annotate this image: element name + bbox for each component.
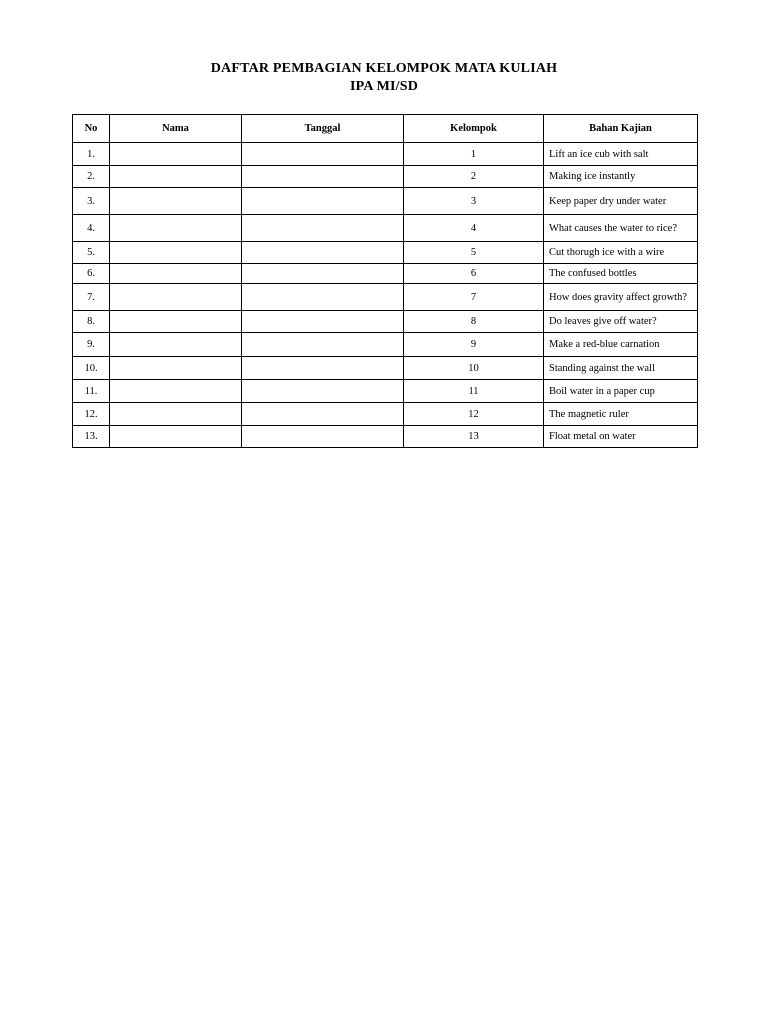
title-line-1: DAFTAR PEMBAGIAN KELOMPOK MATA KULIAH — [210, 61, 558, 76]
cell-nama — [110, 357, 242, 380]
cell-tanggal — [242, 403, 404, 426]
cell-kelompok: 3 — [404, 188, 544, 215]
cell-tanggal — [242, 311, 404, 333]
table-row — [73, 166, 698, 188]
cell-no: 12. — [73, 403, 110, 426]
table-row — [73, 311, 698, 333]
header-no: No — [73, 115, 110, 143]
cell-bahan-kajian: Lift an ice cub with salt — [544, 143, 698, 166]
cell-bahan-kajian: Make a red-blue carnation — [544, 333, 698, 357]
cell-kelompok: 8 — [404, 311, 544, 333]
cell-no: 8. — [73, 311, 110, 333]
cell-nama — [110, 215, 242, 242]
table-row — [73, 357, 698, 380]
table-row — [73, 426, 698, 448]
cell-bahan-kajian: Do leaves give off water? — [544, 311, 698, 333]
cell-bahan-kajian: Boil water in a paper cup — [544, 380, 698, 403]
cell-nama — [110, 242, 242, 264]
table-row — [73, 143, 698, 166]
cell-tanggal — [242, 357, 404, 380]
table-row — [73, 188, 698, 215]
cell-kelompok: 12 — [404, 403, 544, 426]
table-row — [73, 284, 698, 311]
cell-tanggal — [242, 215, 404, 242]
cell-kelompok: 1 — [404, 143, 544, 166]
cell-nama — [110, 166, 242, 188]
cell-no: 3. — [73, 188, 110, 215]
cell-kelompok: 7 — [404, 284, 544, 311]
document-title — [0, 60, 768, 96]
cell-nama — [110, 284, 242, 311]
cell-nama — [110, 333, 242, 357]
cell-nama — [110, 264, 242, 284]
cell-no: 1. — [73, 143, 110, 166]
cell-no: 9. — [73, 333, 110, 357]
cell-kelompok: 10 — [404, 357, 544, 380]
cell-no: 7. — [73, 284, 110, 311]
cell-bahan-kajian: How does gravity affect growth? — [544, 284, 698, 311]
cell-no: 2. — [73, 166, 110, 188]
cell-tanggal — [242, 333, 404, 357]
cell-kelompok: 6 — [404, 264, 544, 284]
cell-bahan-kajian: Cut thorugh ice with a wire — [544, 242, 698, 264]
cell-tanggal — [242, 188, 404, 215]
cell-bahan-kajian: Float metal on water — [544, 426, 698, 448]
cell-no: 11. — [73, 380, 110, 403]
table-header-row — [73, 115, 698, 143]
cell-tanggal — [242, 143, 404, 166]
cell-nama — [110, 403, 242, 426]
cell-nama — [110, 380, 242, 403]
cell-no: 5. — [73, 242, 110, 264]
cell-no: 6. — [73, 264, 110, 284]
cell-tanggal — [242, 242, 404, 264]
cell-nama — [110, 188, 242, 215]
title-line-2: IPA MI/SD — [349, 79, 419, 94]
table-row — [73, 242, 698, 264]
cell-no: 10. — [73, 357, 110, 380]
table-row — [73, 403, 698, 426]
cell-kelompok: 2 — [404, 166, 544, 188]
cell-kelompok: 5 — [404, 242, 544, 264]
header-nama: Nama — [110, 115, 242, 143]
table-row — [73, 215, 698, 242]
table-body — [73, 143, 698, 448]
header-kelompok: Kelompok — [404, 115, 544, 143]
cell-tanggal — [242, 166, 404, 188]
cell-no: 13. — [73, 426, 110, 448]
cell-nama — [110, 426, 242, 448]
cell-kelompok: 13 — [404, 426, 544, 448]
cell-tanggal — [242, 284, 404, 311]
cell-nama — [110, 311, 242, 333]
cell-kelompok: 9 — [404, 333, 544, 357]
group-table — [72, 114, 698, 448]
cell-bahan-kajian: The confused bottles — [544, 264, 698, 284]
header-bahan-kajian: Bahan Kajian — [544, 115, 698, 143]
header-tanggal: Tanggal — [242, 115, 404, 143]
cell-tanggal — [242, 264, 404, 284]
cell-kelompok: 11 — [404, 380, 544, 403]
cell-tanggal — [242, 426, 404, 448]
cell-tanggal — [242, 380, 404, 403]
table-row — [73, 333, 698, 357]
cell-bahan-kajian: Standing against the wall — [544, 357, 698, 380]
cell-bahan-kajian: What causes the water to rice? — [544, 215, 698, 242]
cell-nama — [110, 143, 242, 166]
cell-bahan-kajian: Making ice instantly — [544, 166, 698, 188]
cell-bahan-kajian: The magnetic ruler — [544, 403, 698, 426]
cell-no: 4. — [73, 215, 110, 242]
table-row — [73, 264, 698, 284]
cell-kelompok: 4 — [404, 215, 544, 242]
table-row — [73, 380, 698, 403]
cell-bahan-kajian: Keep paper dry under water — [544, 188, 698, 215]
